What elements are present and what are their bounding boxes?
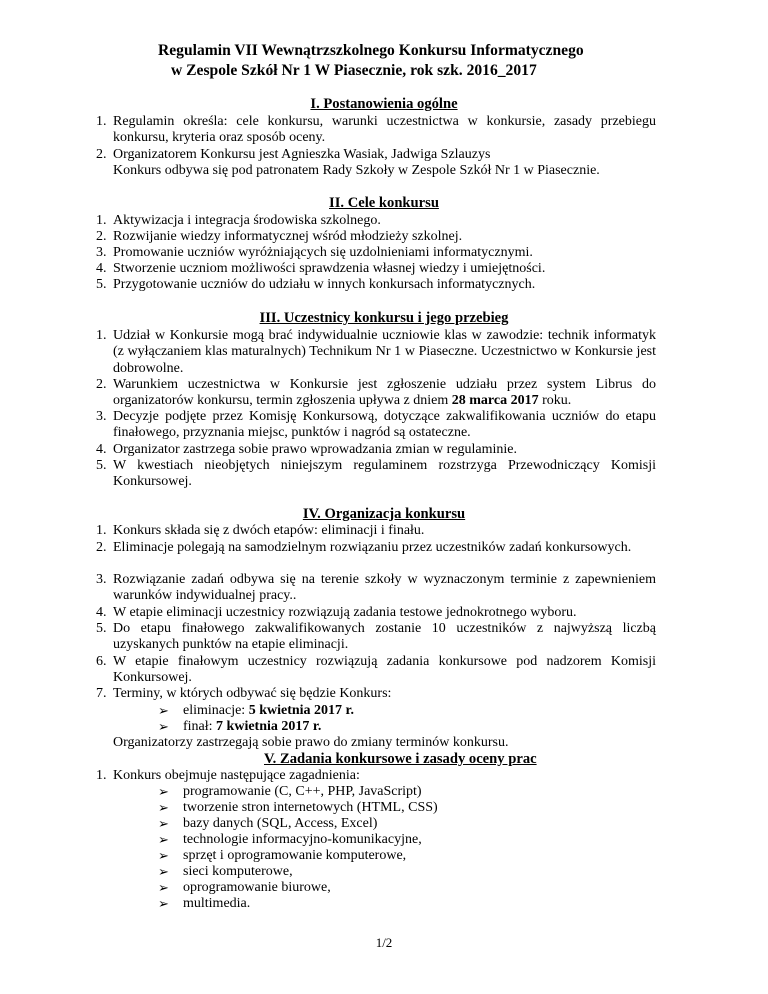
list-item: Konkurs składa się z dwóch etapów: eliminacji i finału. bbox=[113, 523, 425, 538]
list-item: Udział w Konkursie mogą brać indywidualnie uczniowie klas w zawodzie: technik informatyk (z wyłączaniem klas maturalnych) Technikum Nr 1 w Piaseczne. Uczestnictwo w Konkursie jest dobrowolne. bbox=[113, 328, 656, 376]
list-item-text: Warunkiem uczestnictwa w Konkursie jest zgłoszenie udziału przez system Librus do organizatorów konkursu, termin zgłoszenia upływa z dniem bbox=[113, 377, 656, 409]
list-number: 5. bbox=[96, 621, 107, 636]
topic-item: programowanie (C, C++, PHP, JavaScript) bbox=[183, 784, 422, 799]
list-item: Organizatorem Konkursu jest Agnieszka Wasiak, Jadwiga Szlauzys bbox=[113, 147, 491, 162]
list-number: 3. bbox=[96, 409, 107, 424]
arrowhead-bullet-icon: ➢ bbox=[158, 896, 169, 911]
arrowhead-bullet-icon: ➢ bbox=[158, 719, 169, 734]
list-item: W kwestiach nieobjętych niniejszym regulaminem rozstrzyga Przewodniczący Komisji Konkursowej. bbox=[113, 458, 656, 490]
list-item: Konkurs obejmuje następujące zagadnienia: bbox=[113, 768, 360, 783]
list-number: 4. bbox=[96, 442, 107, 457]
document-title-line-2: w Zespole Szkół Nr 1 W Piasecznie, rok szk. 2016_2017 bbox=[171, 62, 537, 79]
arrowhead-bullet-icon: ➢ bbox=[158, 848, 169, 863]
list-item: W etapie finałowym uczestnicy rozwiązują zadania konkursowe pod nadzorem Komisji Konkursowej. bbox=[113, 654, 656, 686]
list-number: 4. bbox=[96, 261, 107, 276]
list-number: 1. bbox=[96, 213, 107, 228]
list-number: 3. bbox=[96, 245, 107, 260]
deadline-date: 28 marca 2017 bbox=[451, 393, 539, 409]
list-item: Regulamin określa: cele konkursu, warunki uczestnictwa w konkursie, zasady przebiegu konkursu, kryteria oraz sposób oceny. bbox=[113, 114, 656, 146]
arrowhead-bullet-icon: ➢ bbox=[158, 784, 169, 799]
topic-item: sieci komputerowe, bbox=[183, 864, 293, 879]
arrowhead-bullet-icon: ➢ bbox=[158, 703, 169, 718]
list-item: Rozwijanie wiedzy informatycznej wśród młodzieży szkolnej. bbox=[113, 229, 463, 244]
arrowhead-bullet-icon: ➢ bbox=[158, 832, 169, 847]
list-number: 6. bbox=[96, 654, 107, 669]
section-5-heading: V. Zadania konkursowe i zasady oceny prac bbox=[264, 751, 537, 767]
list-item bbox=[113, 377, 656, 410]
list-number: 5. bbox=[96, 458, 107, 473]
topic-item: multimedia. bbox=[183, 896, 251, 911]
section-1-note: Konkurs odbywa się pod patronatem Rady Szkoły w Zespole Szkół Nr 1 w Piasecznie. bbox=[113, 163, 600, 178]
list-item-text: roku. bbox=[538, 393, 572, 409]
date-value: 7 kwietnia 2017 r. bbox=[216, 719, 322, 734]
list-item: Promowanie uczniów wyróżniających się uzdolnieniami informatycznymi. bbox=[113, 245, 533, 260]
list-item: Eliminacje polegają na samodzielnym rozwiązaniu przez uczestników zadań konkursowych. bbox=[113, 540, 632, 555]
page-number: 1/2 bbox=[375, 935, 393, 950]
date-label: eliminacje: bbox=[183, 703, 249, 718]
list-number: 2. bbox=[96, 147, 107, 162]
document-title-line-1: Regulamin VII Wewnątrzszkolnego Konkursu Informatycznego bbox=[158, 42, 584, 59]
list-number: 2. bbox=[96, 377, 107, 392]
list-item: Decyzje podjęte przez Komisję Konkursową, dotyczące zakwalifikowania uczniów do etapu finałowego, przyznania miejsc, punktów i nagród są ostateczne. bbox=[113, 409, 656, 441]
topic-item: oprogramowanie biurowe, bbox=[183, 880, 331, 895]
list-item: Aktywizacja i integracja środowiska szkolnego. bbox=[113, 213, 381, 228]
topic-item: bazy danych (SQL, Access, Excel) bbox=[183, 816, 378, 831]
list-number: 1. bbox=[96, 328, 107, 343]
section-3-heading: III. Uczestnicy konkursu i jego przebieg bbox=[259, 310, 509, 326]
date-eliminacje bbox=[183, 703, 354, 719]
list-number: 3. bbox=[96, 572, 107, 587]
list-item: Stworzenie uczniom możliwości sprawdzenia własnej wiedzy i umiejętności. bbox=[113, 261, 546, 276]
topic-item: technologie informacyjno-komunikacyjne, bbox=[183, 832, 422, 847]
section-1-heading: I. Postanowienia ogólne bbox=[310, 96, 458, 112]
section-2-heading: II. Cele konkursu bbox=[329, 195, 439, 211]
arrowhead-bullet-icon: ➢ bbox=[158, 800, 169, 815]
list-number: 1. bbox=[96, 114, 107, 129]
section-4-heading: IV. Organizacja konkursu bbox=[302, 506, 466, 522]
arrowhead-bullet-icon: ➢ bbox=[158, 880, 169, 895]
list-number: 2. bbox=[96, 540, 107, 555]
list-number: 1. bbox=[96, 523, 107, 538]
arrowhead-bullet-icon: ➢ bbox=[158, 864, 169, 879]
list-number: 4. bbox=[96, 605, 107, 620]
list-number: 7. bbox=[96, 686, 107, 701]
list-item: Do etapu finałowego zakwalifikowanych zostanie 10 uczestników z najwyższą liczbą uzyskanych punktów na etapie eliminacji. bbox=[113, 621, 656, 653]
date-label: finał: bbox=[183, 719, 217, 734]
list-item: Organizator zastrzega sobie prawo wprowadzania zmian w regulaminie. bbox=[113, 442, 518, 457]
list-item: W etapie eliminacji uczestnicy rozwiązują zadania testowe jednokrotnego wyboru. bbox=[113, 605, 577, 620]
list-number: 1. bbox=[96, 768, 107, 783]
arrowhead-bullet-icon: ➢ bbox=[158, 816, 169, 831]
date-value: 5 kwietnia 2017 r. bbox=[248, 703, 354, 718]
topic-item: tworzenie stron internetowych (HTML, CSS) bbox=[183, 800, 438, 815]
list-number: 5. bbox=[96, 277, 107, 292]
topic-item: sprzęt i oprogramowanie komputerowe, bbox=[183, 848, 407, 863]
section-4-note: Organizatorzy zastrzegają sobie prawo do zmiany terminów konkursu. bbox=[113, 735, 509, 750]
list-number: 2. bbox=[96, 229, 107, 244]
list-item: Przygotowanie uczniów do udziału w innych konkursach informatycznych. bbox=[113, 277, 536, 292]
list-item: Terminy, w których odbywać się będzie Konkurs: bbox=[113, 686, 392, 701]
date-final bbox=[183, 719, 321, 735]
list-item: Rozwiązanie zadań odbywa się na terenie szkoły w wyznaczonym terminie z zapewnieniem warunków indywidualnej pracy.. bbox=[113, 572, 656, 604]
